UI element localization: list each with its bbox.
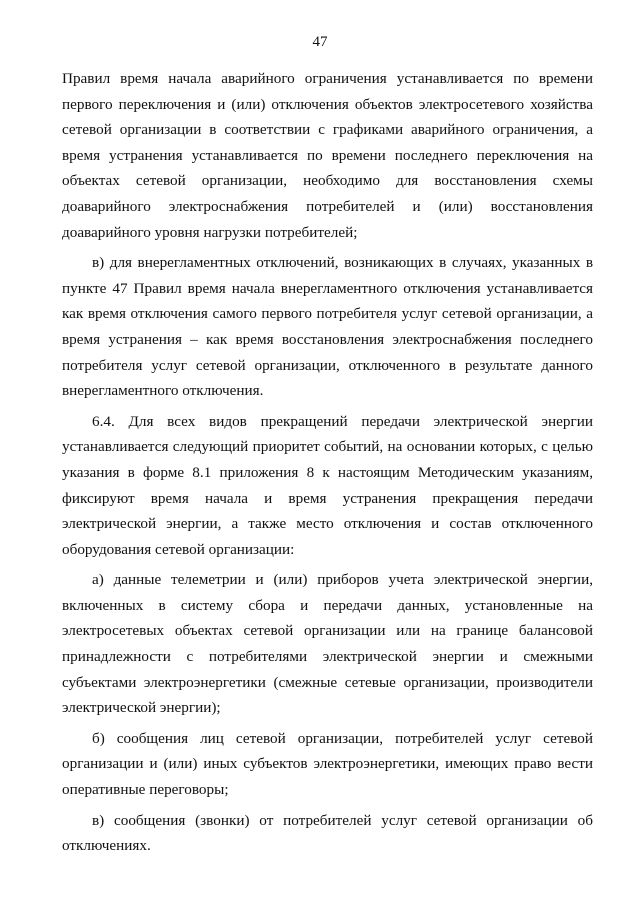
text-line: оперативные переговоры; <box>62 781 229 799</box>
text-line: 6.4. Для всех видов прекращений передачи электрической энергии <box>92 412 593 430</box>
text-line: а) данные телеметрии и (или) приборов учета электрической энергии, <box>92 571 593 589</box>
document-body <box>62 66 593 859</box>
text-line: организации и (или) иных субъектов электроэнергетики, имеющих право вести <box>62 755 593 773</box>
page-number: 47 <box>312 34 328 50</box>
text-line: сетевой организации в соответствии с графиками аварийного ограничения, а <box>62 121 593 139</box>
text-line: принадлежности с потребителями электрической энергии и смежными <box>62 648 593 666</box>
text-line: включенных в систему сбора и передачи данных, установленные на <box>62 596 593 614</box>
text-line: доаварийного уровня нагрузки потребителей; <box>62 223 358 241</box>
text-line: Правил время начала аварийного ограничения устанавливается по времени <box>62 70 593 87</box>
text-line: электрической энергии); <box>62 699 221 717</box>
text-line: оборудования сетевой организации: <box>62 540 295 558</box>
text-line: в) для внерегламентных отключений, возникающих в случаях, указанных в <box>92 254 593 272</box>
text-line: субъектами электроэнергетики (смежные сетевые организации, производители <box>62 673 593 691</box>
text-line: первого переключения и (или) отключения объектов электросетевого хозяйства <box>62 95 593 113</box>
text-line: указания в форме 8.1 приложения 8 к настоящим Методическим указаниям, <box>62 463 593 481</box>
text-line: пункте 47 Правил время начала внерегламентного отключения устанавливается <box>62 279 593 297</box>
text-line: время устранения устанавливается по времени последнего переключения на <box>62 146 593 164</box>
text-line: отключениях. <box>62 837 151 855</box>
text-line: внерегламентного отключения. <box>62 382 264 400</box>
text-line: потребителя услуг сетевой организации, отключенного в результате данного <box>62 356 593 374</box>
text-line: доаварийного электроснабжения потребителей и (или) восстановления <box>62 197 593 215</box>
text-line: фиксируют время начала и время устранения прекращения передачи <box>62 489 593 507</box>
text-line: электросетевых объектах сетевой организации или на границе балансовой <box>62 622 593 640</box>
text-line: в) сообщения (звонки) от потребителей услуг сетевой организации об <box>92 811 593 829</box>
text-line: объектах сетевой организации, необходимо для восстановления схемы <box>62 172 593 190</box>
text-line: устанавливается следующий приоритет событий, на основании которых, с целью <box>62 438 593 456</box>
text-line: время устранения – как время восстановления электроснабжения последнего <box>62 330 593 348</box>
text-line: б) сообщения лиц сетевой организации, потребителей услуг сетевой <box>92 729 593 747</box>
text-line: электрической энергии, а также место отключения и состав отключенного <box>62 515 593 533</box>
text-line: как время отключения самого первого потребителя услуг сетевой организации, а <box>62 305 593 323</box>
